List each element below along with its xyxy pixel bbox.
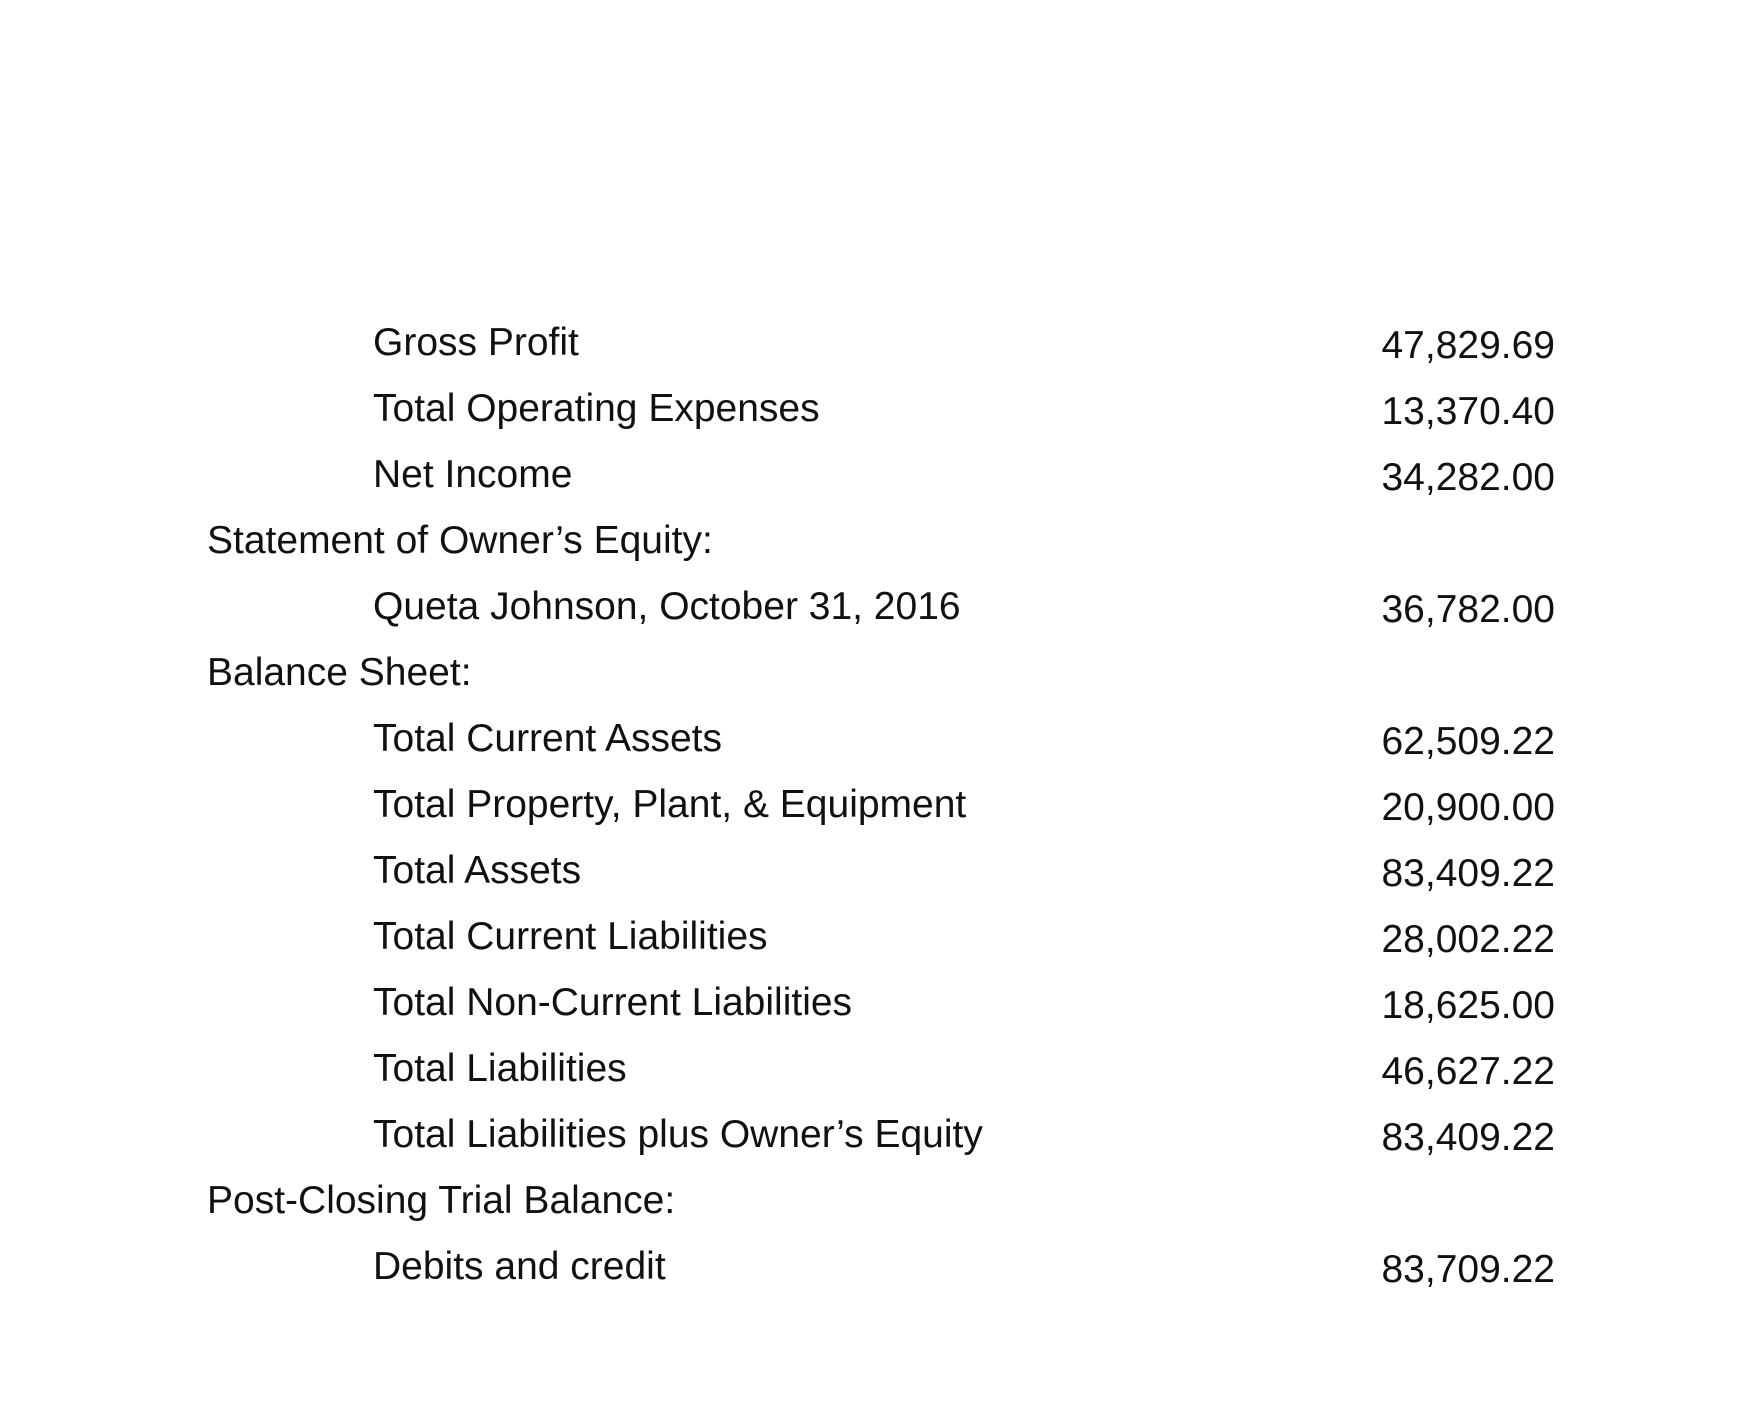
row-label: Total Current Liabilities (373, 915, 768, 958)
row-label: Total Non-Current Liabilities (373, 981, 853, 1024)
row-amount: 36,782.00 (1381, 588, 1555, 631)
summary-row-net-income (207, 442, 1555, 508)
row-amount: 34,282.00 (1381, 456, 1555, 499)
row-amount: 83,409.22 (1381, 852, 1555, 895)
row-label: Gross Profit (373, 321, 579, 364)
row-label: Debits and credit (373, 1245, 666, 1288)
section-heading-trial-balance (207, 1168, 1555, 1234)
section-heading: Balance Sheet: (207, 651, 472, 694)
row-label: Total Operating Expenses (373, 387, 820, 430)
row-amount: 83,709.22 (1381, 1248, 1555, 1291)
section-heading-balance-sheet (207, 640, 1555, 706)
financial-summary (207, 310, 1555, 1300)
summary-row-total-current-assets (207, 706, 1555, 772)
row-label: Total Property, Plant, & Equipment (373, 783, 967, 826)
row-amount: 46,627.22 (1381, 1050, 1555, 1093)
row-label: Total Liabilities (373, 1047, 627, 1090)
summary-row-debits-and-credit (207, 1234, 1555, 1300)
summary-row-total-operating-expenses (207, 376, 1555, 442)
row-amount: 83,409.22 (1381, 1116, 1555, 1159)
row-label: Total Assets (373, 849, 582, 892)
summary-row-gross-profit (207, 310, 1555, 376)
row-amount: 28,002.22 (1381, 918, 1555, 961)
section-heading: Post-Closing Trial Balance: (207, 1179, 676, 1222)
summary-row-total-current-liabilities (207, 904, 1555, 970)
summary-row-total-liabilities-plus-equity (207, 1102, 1555, 1168)
summary-row-total-liabilities (207, 1036, 1555, 1102)
row-label: Total Current Assets (373, 717, 722, 760)
row-amount: 47,829.69 (1381, 324, 1555, 367)
row-label: Total Liabilities plus Owner’s Equity (373, 1113, 983, 1156)
row-amount: 62,509.22 (1381, 720, 1555, 763)
section-heading: Statement of Owner’s Equity: (207, 519, 713, 562)
summary-row-total-non-current-liabilities (207, 970, 1555, 1036)
summary-row-total-ppe (207, 772, 1555, 838)
row-amount: 20,900.00 (1381, 786, 1555, 829)
summary-row-owner-capital (207, 574, 1555, 640)
row-label: Queta Johnson, October 31, 2016 (373, 585, 961, 628)
summary-row-total-assets (207, 838, 1555, 904)
section-heading-owners-equity (207, 508, 1555, 574)
row-label: Net Income (373, 453, 573, 496)
row-amount: 13,370.40 (1381, 390, 1555, 433)
row-amount: 18,625.00 (1381, 984, 1555, 1027)
